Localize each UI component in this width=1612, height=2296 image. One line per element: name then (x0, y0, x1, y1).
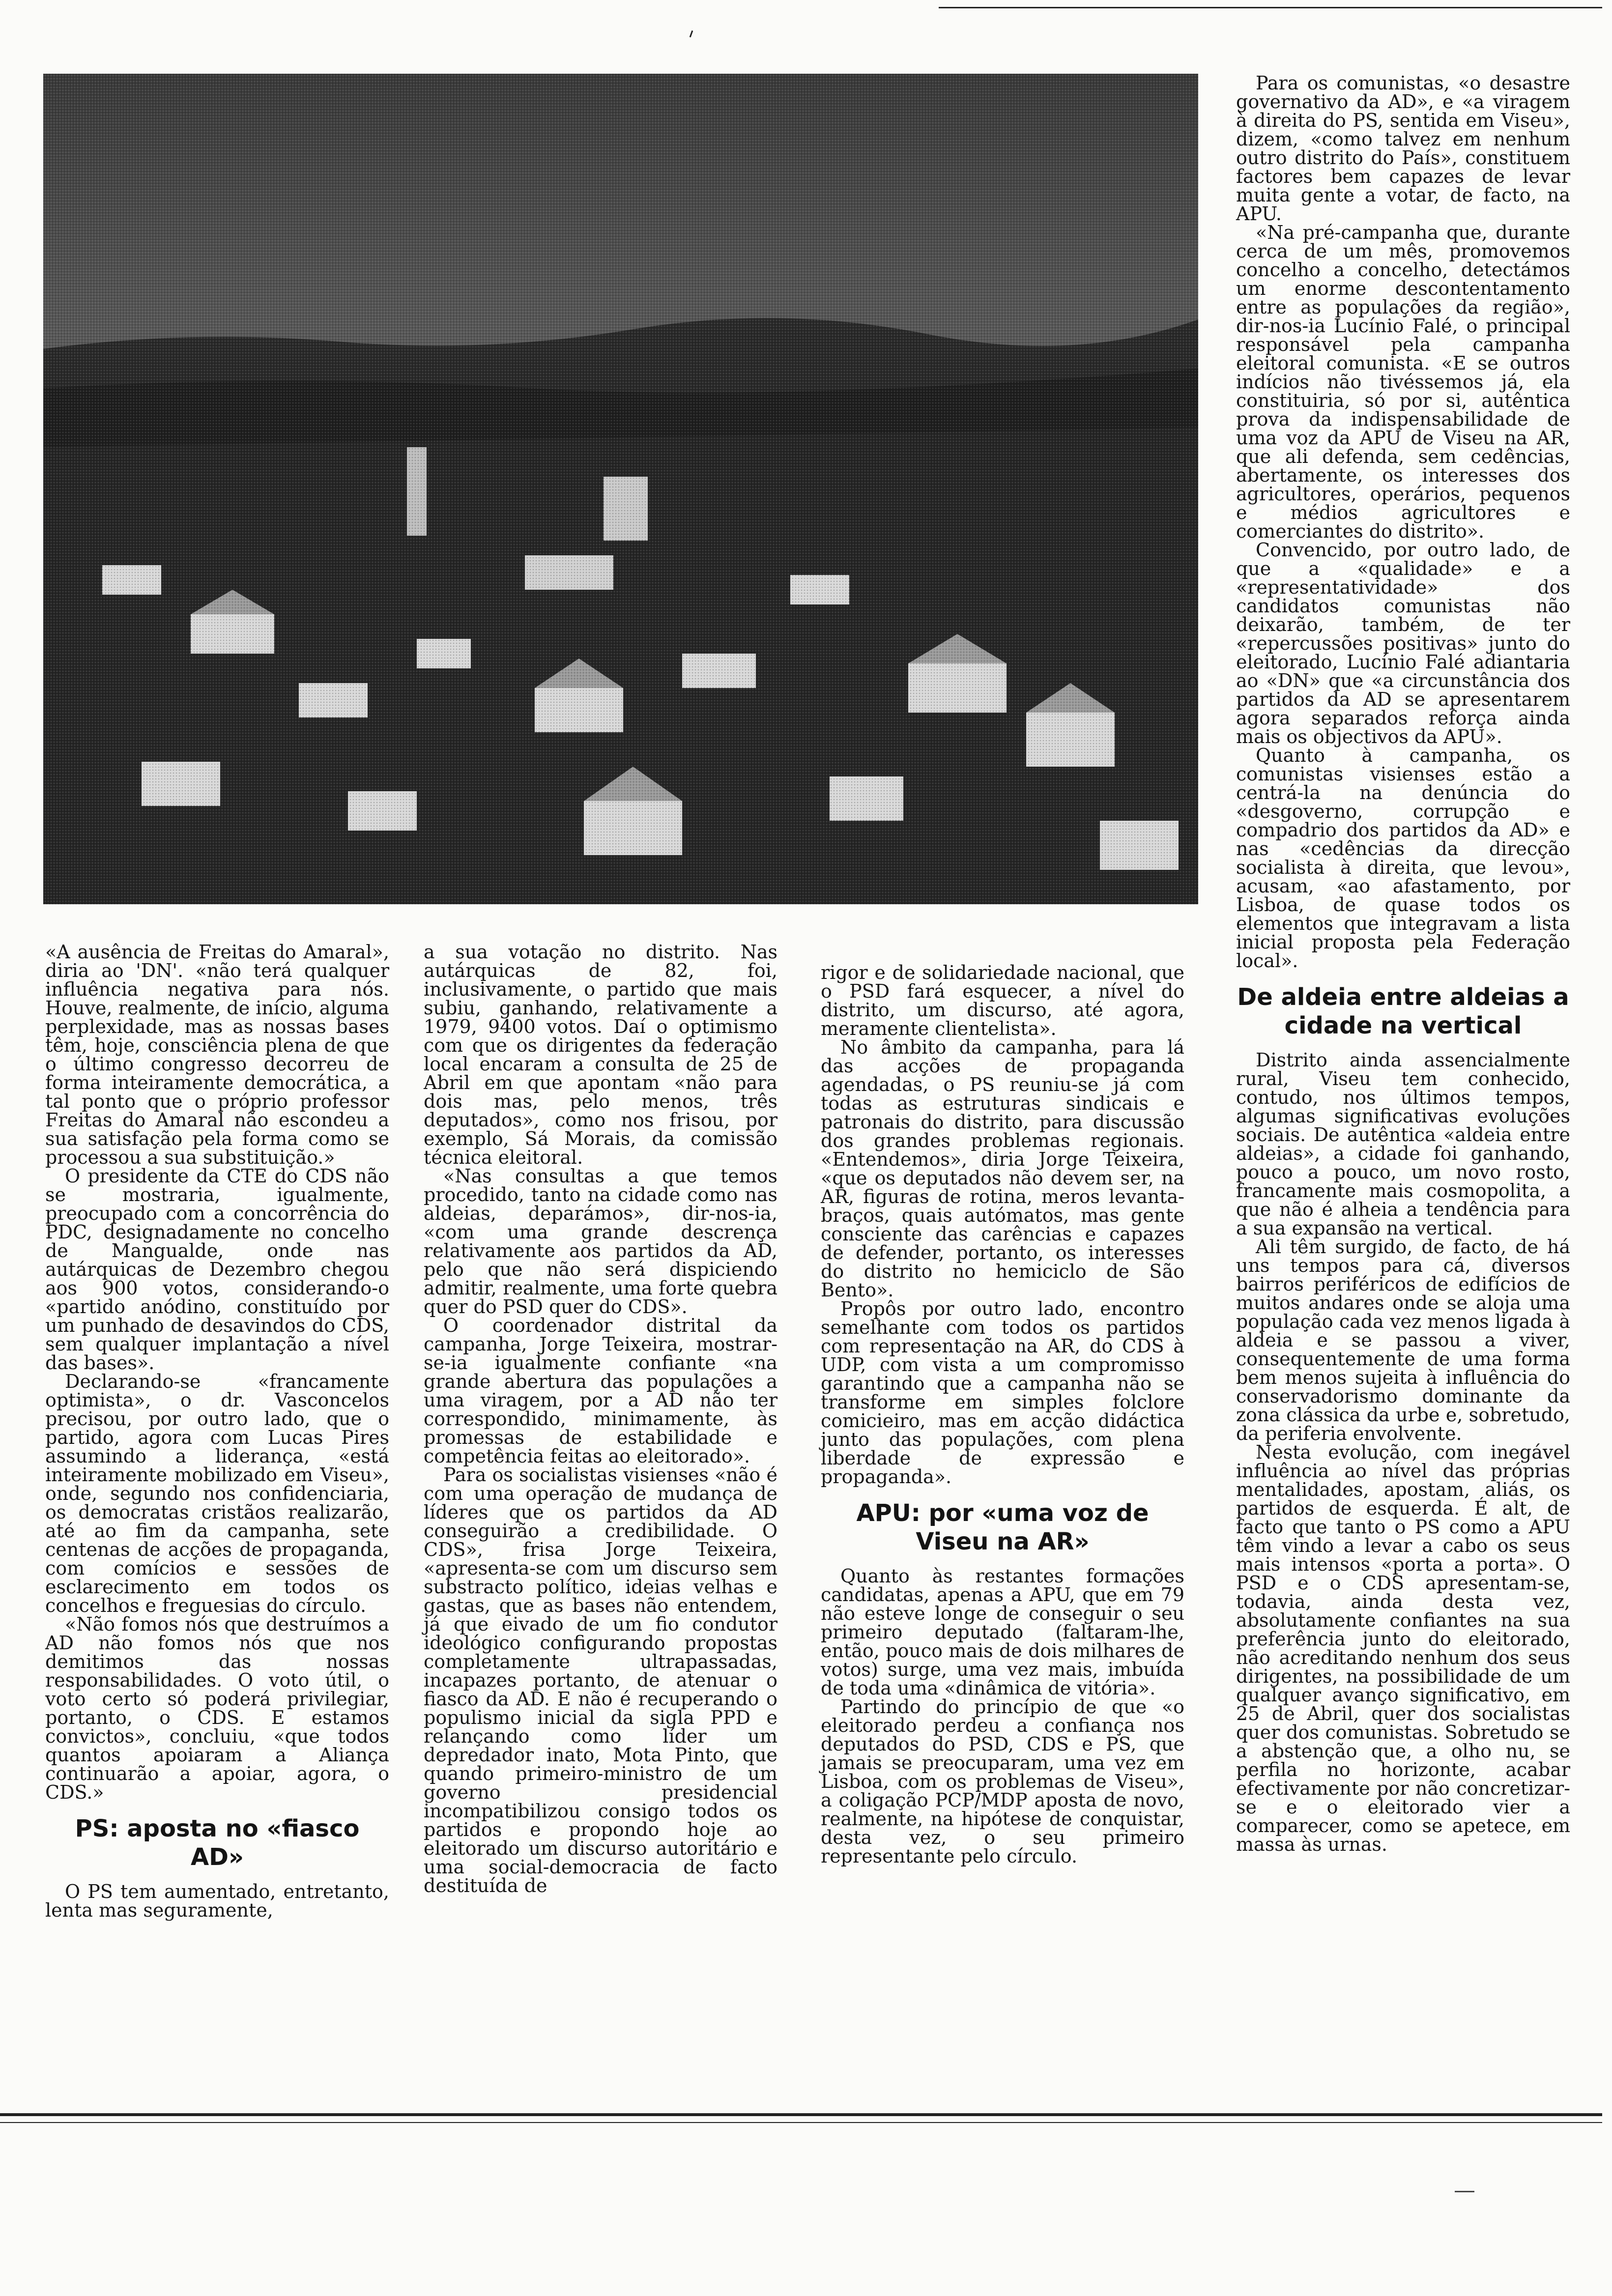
column-4 (1236, 74, 1570, 1854)
footer-mark (1455, 2191, 1474, 2192)
col1-paragraph: «Não fomos nós que destruímos a AD não fomos nós que nos demitimos das nossas responsabilidades. O voto útil, o voto certo só poderá privilegiar, portanto, o CDS. E estamos convictos», concluiu, «que todos quantos apoiaram a Aliança continuarão a apoiar, agora, o CDS.» (45, 1613, 389, 1803)
col1-paragraph: «A ausência de Freitas do Amaral», diria ao 'DN'. «não terá qualquer influência negativa para nós. Houve, realmente, de início, alguma perplexidade, mas as nossas bases têm, hoje, consciência plena de que o último congresso decorreu de forma inteiramente democrática, a tal ponto que o próprio professor Freitas do Amaral não escondeu a sua satisfação pela forma como se processou a sua substituição.» (45, 941, 389, 1168)
city-photo (43, 74, 1198, 904)
headline-ps: PS: aposta no «fiasco AD» (75, 1815, 360, 1871)
col2-paragraph: O coordenador distrital da campanha, Jorge Teixeira, mostrar-se-ia igualmente confiante «na grande abertura das populações a uma viragem, por a AD não ter correspondido, minimamente, às promessas de estabilidade e competência feitas ao eleitorado». (424, 1315, 777, 1467)
col4-paragraph: «Na pré-campanha que, durante cerca de um mês, promovemos concelho a concelho, detectámos um enorme descontentamento entre as populações da região», dir-nos-ia Lucínio Falé, o principal responsável pela campanha eleitoral comunista. «E se outros indícios não tivéssemos já, ela constituiria, só por si, autêntica prova da indispensabilidade de uma voz da APU de Viseu na AR, que ali defenda, sem cedências, abertamente, os interesses dos agricultores, operários, pequenos e médios agricultores e comerciantes do distrito». (1236, 222, 1570, 542)
col4-paragraph: Nesta evolução, com inegável influência ao nível das próprias mentalidades, apostam, aliás, os partidos de esquerda. É alt, de facto que tanto o PS como a APU têm vindo a levar a cabo os seus mais intensos «porta a porta». O PSD e o CDS apresentam-se, todavia, ainda desta vez, absolutamente confiantes na sua preferência junto do eleitorado, não acreditando nenhum dos seus dirigentes, na possibilidade de um qualquer avanço significativo, em 25 de Abril, quer dos socialistas quer dos comunistas. Sobretudo se a abstenção que, a olho nu, se perfila no horizonte, acabar efectivamente por não concretizar-se e o eleitorado vier a comparecer, como se apetece, em massa às urnas. (1236, 1441, 1570, 1855)
col4-paragraph: Convencido, por outro lado, de que a «qualidade» e a «representatividade» dos candidatos comunistas não deixarão, também, de ter «repercussões positivas» junto do eleitorado, Lucínio Falé adiantaria ao «DN» que «a circunstância dos partidos da AD se apresentarem agora separados reforça ainda mais os objectivos da APU». (1236, 539, 1570, 747)
col3-paragraph: No âmbito da campanha, para lá das acções de propaganda agendadas, o PS reuniu-se já com todas as estruturas sindicais e patronais do distrito, para discussão dos grandes problemas regionais. «Entendemos», diria Jorge Teixeira, «que os deputados não devem ser, na AR, figuras de rotina, meros levanta-braços, quais autómatos, mas gente consciente das carências e capazes de defender, portanto, os interesses do distrito no hemiciclo de São Bento». (821, 1036, 1184, 1301)
col4-paragraph: Quanto à campanha, os comunistas visienses estão a centrá-la na denúncia do «desgoverno, corrupção e compadrio dos partidos da AD» e nas «cedências da direcção socialista à direita, que levou», acusam, «ao afastamento, por Lisboa, de quase todos os elementos que integravam a lista inicial proposta pela Federação local». (1236, 745, 1570, 972)
column-3 (821, 963, 1184, 1866)
col4-paragraph: Para os comunistas, «o desastre governativo da AD», e «a viragem à direita do PS, sentida em Viseu», dizem, «como talvez em nenhum outro distrito do País», constituem factores bem capazes de levar muita gente a votar, de facto, na APU. (1236, 72, 1570, 225)
column-2 (424, 943, 777, 1895)
top-rule (939, 7, 1602, 8)
bottom-rule (0, 2113, 1602, 2116)
col3-paragraph: Partindo do princípio de que «o eleitorado perdeu a confiança nos deputados do PSD, CDS e PS, que jamais se preocuparam, uma vez em Lisboa, com os problemas de Viseu», a coligação PCP/MDP aposta de novo, realmente, na hipótese de conquistar, desta vez, o seu primeiro representante pelo círculo. (821, 1696, 1184, 1867)
bottom-rule-thin (0, 2122, 1602, 2123)
col1-paragraph: O presidente da CTE do CDS não se mostraria, igualmente, preocupado com a concorrência do PDC, designadamente no concelho de Mangualde, onde nas autárquicas de Dezembro chegou aos 900 votos, considerando-o «partido anódino, constituído por um punhado de desavindos do CDS, sem qualquer implantação a nível das bases». (45, 1165, 389, 1374)
col2-paragraph: a sua votação no distrito. Nas autárquicas de 82, foi, inclusivamente, o partido que mais subiu, ganhando, relativamente a 1979, 9400 votos. Daí o optimismo com que os dirigentes da federação local encaram a consulta de 25 de Abril em que apontam «não para dois mas, pelo menos, três deputados», como nos frisou, por exemplo, Sá Morais, da comissão técnica eleitoral. (424, 941, 777, 1168)
col4-paragraph: Distrito ainda assencialmente rural, Viseu tem conhecido, contudo, nos últimos tempos, algumas significativas evoluções sociais. De autêntica «aldeia entre aldeias», a cidade foi ganhando, pouco a pouco, um novo rosto, francamente mais cosmopolita, a que não é alheia a tendência para a sua expansão na vertical. (1236, 1049, 1570, 1239)
headline-viseu: De aldeia entre aldeias a cidade na vertical (1237, 983, 1569, 1039)
col3-paragraph: Quanto às restantes formações candidatas, apenas a APU, que em 79 não esteve longe de conseguir o seu primeiro deputado (faltaram-lhe, então, pouco mais de dois milhares de votos) surge, uma vez mais, imbuída de toda uma «dinâmica de vitória». (821, 1565, 1184, 1699)
top-tick (690, 30, 693, 37)
col3-paragraph: Propôs por outro lado, encontro semelhante com todos os partidos com representação na AR, do CDS à UDP, com vista a um compromisso garantindo que a campanha não se transforme em simples folclore comicieiro, mas em acção didáctica junto das populações, com plena liberdade de expressão e propaganda». (821, 1298, 1184, 1488)
col3-paragraph: rigor e de solidariedade nacional, que o PSD fará esquecer, a nível do distrito, um discurso, até agora, meramente clientelista». (821, 962, 1184, 1039)
col4-paragraph: Ali têm surgido, de facto, de há uns tempos para cá, diversos bairros periféricos de edifícios de muitos andares onde se aloja uma população cada vez menos ligada à aldeia e se passou a viver, consequentemente de uma forma bem menos sujeita à influência do conservadorismo dominante da zona clássica da urbe e, sobretudo, da periferia envolvente. (1236, 1236, 1570, 1444)
col2-paragraph: Para os socialistas visienses «não é com uma operação de mudança de líderes que os partidos da AD conseguirão a credibilidade. O CDS», frisa Jorge Teixeira, «apresenta-se com um discurso sem substracto político, ideias velhas e gastas, que as bases não entendem, já que eivado de um fio condutor ideológico configurando propostas completamente ultrapassadas, incapazes portanto, de atenuar o fiasco da AD. E não é recuperando o populismo inicial da sigla PPD e relançando como líder um depredador inato, Mota Pinto, que quando primeiro-ministro de um governo presidencial incompatibilizou consigo todos os partidos e propondo hoje ao eleitorado um discurso autoritário e uma social-democracia de facto destituída de (424, 1464, 777, 1896)
column-1 (45, 943, 389, 1920)
col1-paragraph: O PS tem aumentado, entretanto, lenta mas seguramente, (45, 1881, 389, 1921)
col2-paragraph: «Nas consultas a que temos procedido, tanto na cidade como nas aldeias, deparámos», dir-nos-ia, «com uma grande descrença relativamente aos partidos da AD, pelo que não será dispiciendo admitir, realmente, uma forte quebra quer do PSD quer do CDS». (424, 1165, 777, 1318)
col1-paragraph: Declarando-se «francamente optimista», o dr. Vasconcelos precisou, por outro lado, que o partido, agora com Lucas Pires assumindo a liderança, «está inteiramente mobilizado em Viseu», onde, segundo nos confidenciaria, os democratas cristãos realizarão, até ao fim da campanha, sete centenas de acções de propaganda, com comícios e sessões de esclarecimento em todos os concelhos e freguesias do círculo. (45, 1371, 389, 1616)
headline-apu: APU: por «uma voz de Viseu na AR» (856, 1499, 1149, 1555)
